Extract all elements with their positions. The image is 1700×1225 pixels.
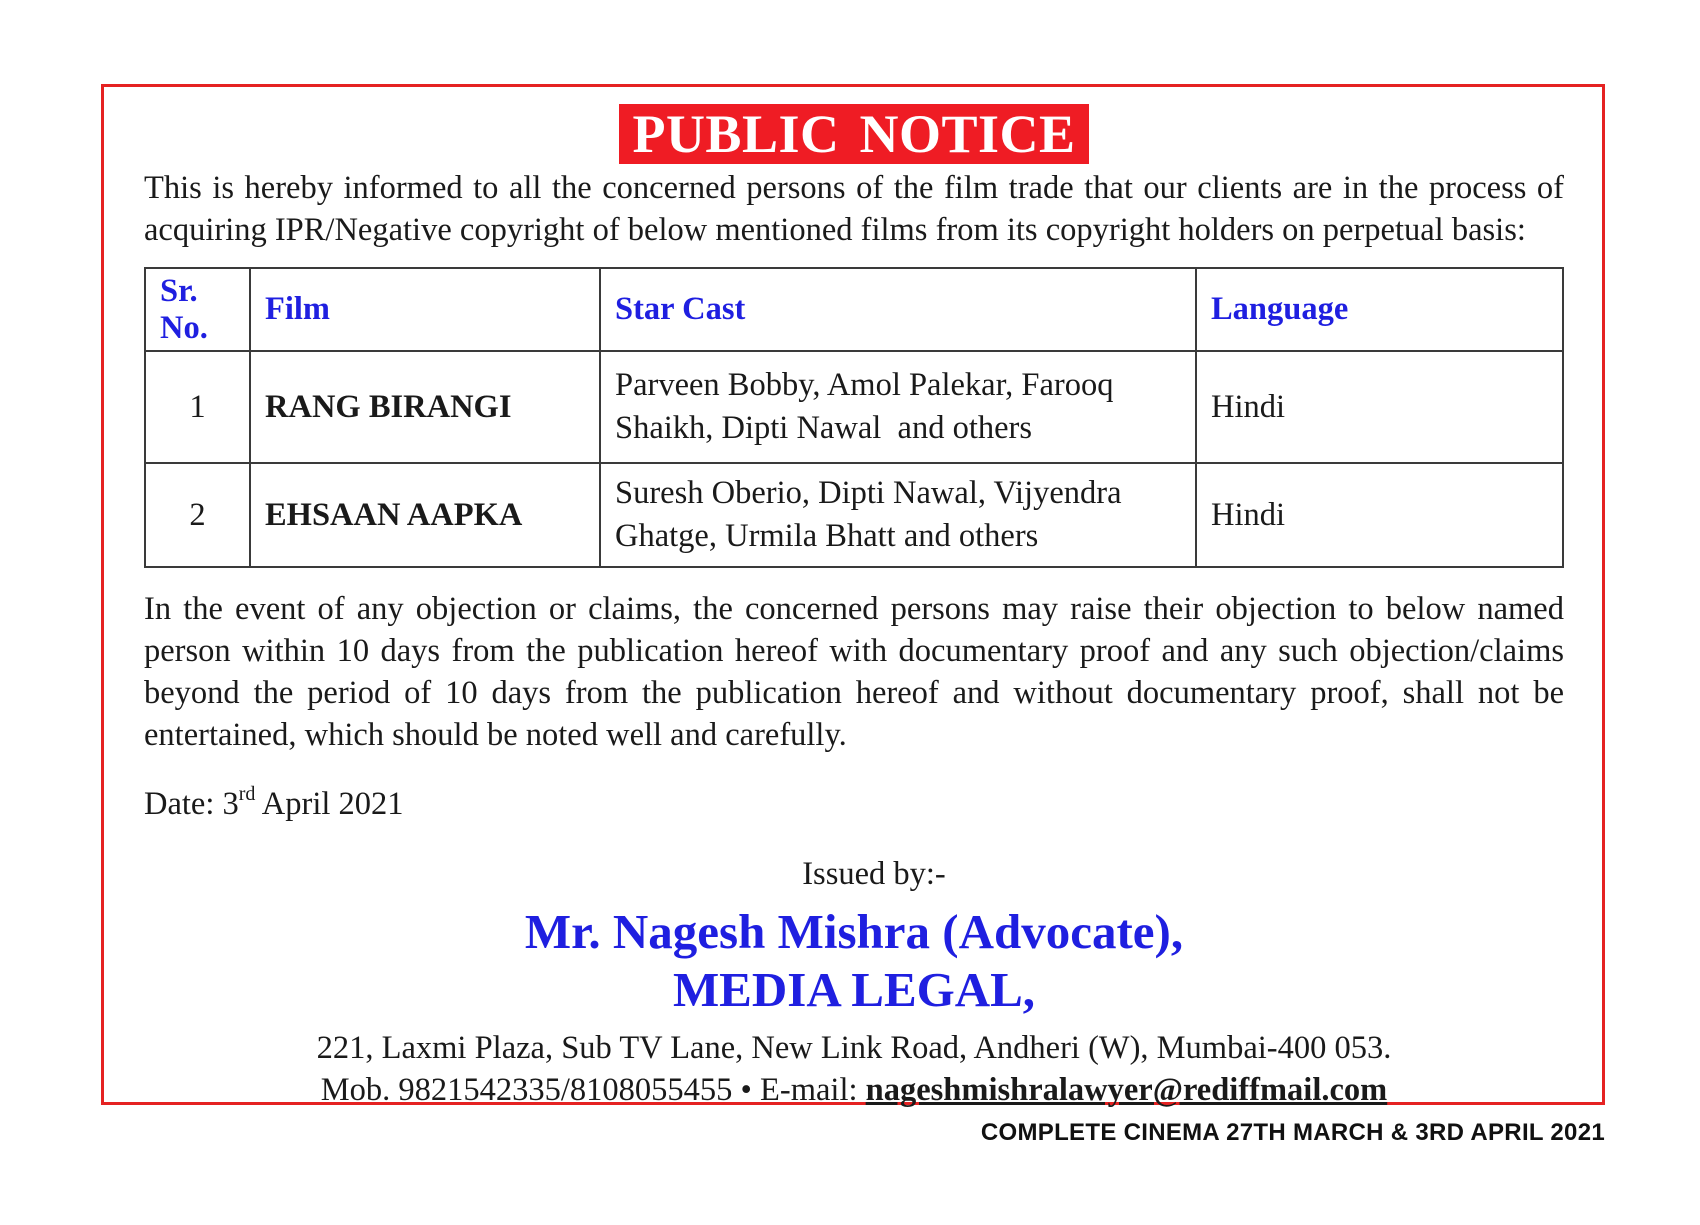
title-wrapper	[144, 104, 1564, 164]
notice-content	[144, 87, 1564, 1111]
film-cell: RANG BIRANGI	[250, 351, 600, 463]
sr-no-cell: 2	[145, 463, 250, 567]
star-cast-line: Ghatge, Urmila Bhatt and others	[615, 518, 1039, 554]
language-cell: Hindi	[1196, 463, 1563, 567]
publication-credit: COMPLETE CINEMA 27TH MARCH & 3RD APRIL 2021	[980, 1119, 1605, 1146]
star-cast-cell	[600, 463, 1196, 567]
star-cast-cell	[600, 351, 1196, 463]
table-header-row	[145, 268, 1563, 351]
star-cast-line: Shaikh, Dipti Nawal and others	[615, 410, 1033, 446]
date-ordinal-suffix: rd	[238, 783, 256, 805]
star-cast-line: Parveen Bobby, Amol Palekar, Farooq	[615, 367, 1114, 403]
issuer-organization: MEDIA LEGAL,	[672, 962, 1036, 1017]
notice-date	[144, 783, 1564, 829]
issuer-name: Mr. Nagesh Mishra (Advocate),	[524, 904, 1184, 959]
issued-by-label: Issued by:-	[802, 856, 946, 892]
public-notice-frame	[101, 84, 1605, 1108]
issuer-address: 221, Laxmi Plaza, Sub TV Lane, New Link Road, Andheri (W), Mumbai-400 053.	[316, 1030, 1392, 1066]
star-cast-line: Suresh Oberio, Dipti Nawal, Vijyendra	[615, 475, 1122, 511]
language-cell: Hindi	[1196, 351, 1563, 463]
date-rest: April 2021	[255, 786, 404, 822]
films-table	[144, 267, 1564, 568]
table-row	[145, 351, 1563, 463]
film-cell: EHSAAN AAPKA	[250, 463, 600, 567]
notice-title: PUBLIC NOTICE	[619, 104, 1088, 164]
intro-paragraph: This is hereby informed to all the concerned persons of the film trade that our clients are in the process of acquiring IPR/Negative copyright of below mentioned films from its copyright holders on perpetual basis:	[144, 170, 1564, 248]
date-label: Date: 3	[144, 786, 239, 822]
email-link[interactable]: nageshmishralawyer@rediffmail.com	[865, 1072, 1388, 1108]
issuer-contact	[144, 1069, 1564, 1111]
sr-no-cell: 1	[145, 351, 250, 463]
header-film: Film	[250, 268, 600, 351]
header-sr-no: Sr. No.	[145, 268, 250, 351]
header-star-cast: Star Cast	[600, 268, 1196, 351]
objection-paragraph: In the event of any objection or claims, the concerned persons may raise their objection to below named person within 10 days from the publication hereof with documentary proof and any such objection/claims beyond the period of 10 days from the publication hereof and without documentary proof, shall not be entertained, which should be noted well and carefully.	[144, 591, 1564, 753]
header-language: Language	[1196, 268, 1563, 351]
contact-phone-label: Mob. 9821542335/8108055455 • E-mail:	[320, 1072, 866, 1108]
table-row	[145, 463, 1563, 567]
